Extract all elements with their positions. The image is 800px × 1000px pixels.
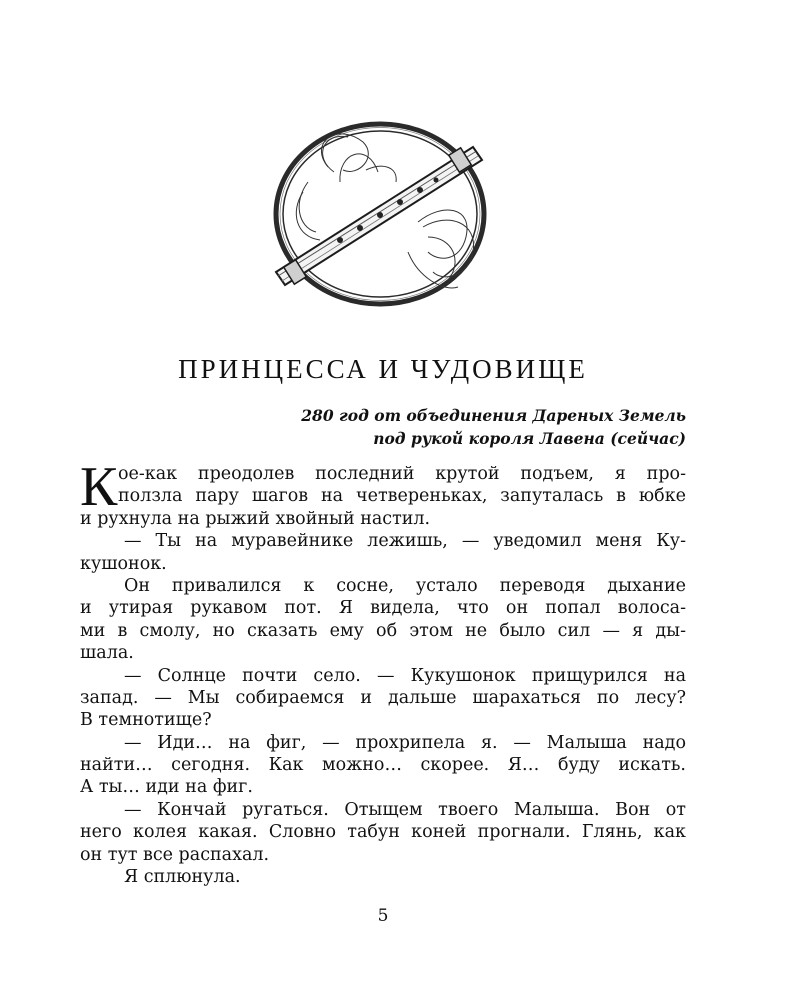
opening-paragraph <box>80 456 686 518</box>
text-line: запад. — Мы собираемся и дальше шарахаться по лесу? <box>80 687 686 708</box>
text-line: В темнотище? <box>80 710 212 731</box>
text-line: найти… сегодня. Как можно… скорее. Я… буду искать. <box>80 755 686 776</box>
flute-ring-illustration <box>268 112 508 322</box>
text-line: Он привалился к сосне, устало переводя дыхание <box>124 575 686 596</box>
text-line: и утирая рукавом пот. Я видела, что он попал волоса- <box>80 598 686 619</box>
body-text <box>80 456 686 888</box>
text-line: — Кончай ругаться. Отыщем твоего Малыша. Вон от <box>124 799 686 820</box>
text-line: он тут все распахал. <box>80 844 270 865</box>
epigraph-line: под рукой короля Лавена (сейчас) <box>373 429 686 448</box>
epigraph <box>166 404 686 450</box>
text-line: ползла пару шагов на четвереньках, запуталась в юбке <box>118 486 686 507</box>
text-line: шала. <box>80 643 134 664</box>
text-line: и рухнула на рыжий хвойный настил. <box>80 508 431 529</box>
text-lines <box>80 508 686 889</box>
text-line: А ты… иди на фиг. <box>80 777 253 798</box>
text-line: Я сплюнула. <box>124 867 241 888</box>
text-line: — Иди… на фиг, — прохрипела я. — Малыша надо <box>124 732 686 753</box>
chapter-title: ПРИНЦЕССА И ЧУДОВИЩЕ <box>178 354 588 384</box>
flute-icon <box>276 147 482 285</box>
page-number: 5 <box>377 906 389 926</box>
text-line: него колея какая. Словно табун коней прогнали. Глянь, как <box>80 822 686 843</box>
text-line: кушонок. <box>80 553 167 574</box>
drop-cap: К <box>80 456 118 518</box>
epigraph-line: 280 год от объединения Дареных Земель <box>301 406 686 425</box>
text-line: — Солнце почти село. — Кукушонок прищурился на <box>124 665 686 686</box>
text-line: — Ты на муравейнике лежишь, — уведомил меня Ку- <box>124 531 686 552</box>
text-line: ое-как преодолев последний крутой подъем, я про- <box>118 464 686 484</box>
text-line: ми в смолу, но сказать ему об этом не было сил — я ды- <box>80 620 686 641</box>
